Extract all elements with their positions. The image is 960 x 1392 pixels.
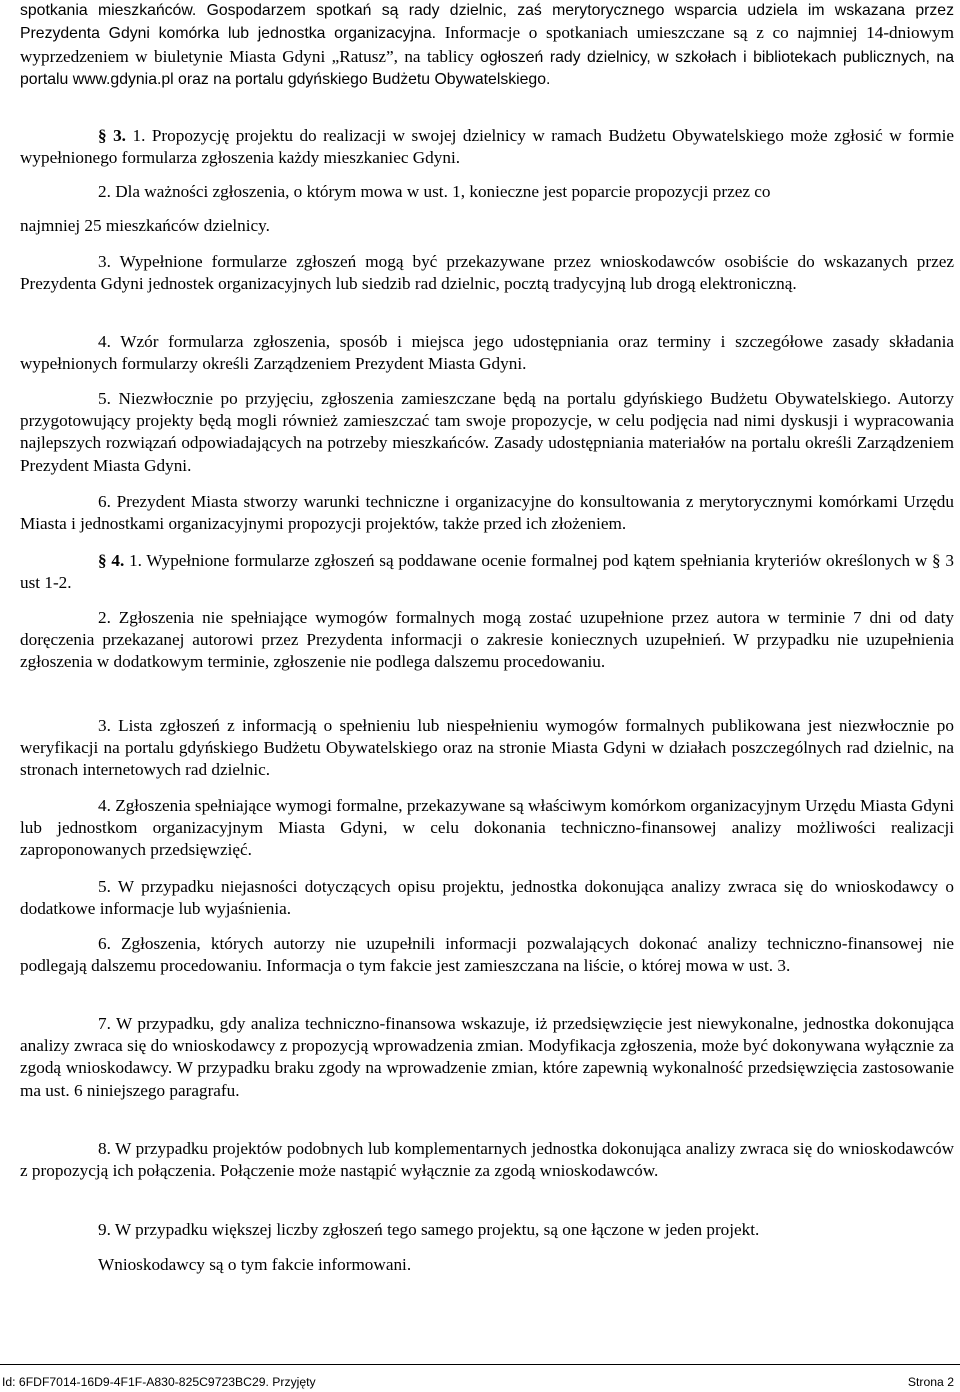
section-4-paragraph-6 xyxy=(20,933,954,977)
paragraph-text: 4. Zgłoszenia spełniające wymogi formalne, przekazywane są właściwym komórkom organizacyjnym Urzędu Miasta Gdyni lub jednostkom organizacyjnym Miasta Gdyni, w celu dokonania techniczno-finansowej analizy możliwości realizacji zaproponowanych przedsięwzięć. xyxy=(20,796,954,860)
paragraph-text: 7. W przypadku, gdy analiza techniczno-finansowa wskazuje, iż przedsięwzięcie jest niewykonalne, jednostka dokonująca analizy zwraca się do wnioskodawcy z propozycją wprowadzenia zmian. Modyfikacja zgłoszenia, może być dokonywana wyłącznie za zgodą wnioskodawcy. W przypadku braku zgody na wprowadzenie zmian, które zapewnią wykonalność przedsięwzięcia zastosowanie ma ust. 6 niniejszego paragrafu. xyxy=(20,1014,954,1100)
paragraph-text: ogłoszeń rady dzielnicy, w szkołach i bibliotekach publicznych, na portalu www.gdynia.pl oraz na portalu gdyńskiego Budżetu Obywatelskiego. xyxy=(20,48,954,89)
section-4-paragraph-4 xyxy=(20,795,954,862)
paragraph-text: 4. Wzór formularza zgłoszenia, sposób i miejsca jego udostępniania oraz terminy i szczegółowe zasady składania wypełnionych formularzy określi Zarządzeniem Prezydent Miasta Gdyni. xyxy=(20,332,954,374)
paragraph-text: 2. Dla ważności zgłoszenia, o którym mowa w ust. 1, konieczne jest poparcie propozycji przez co xyxy=(98,182,771,201)
document-id: Id: 6FDF7014-16D9-4F1F-A830-825C9723BC29. Przyjęty xyxy=(2,1375,316,1389)
paragraph-text: 5. W przypadku niejasności dotyczących opisu projektu, jednostka dokonująca analizy zwraca się do wnioskodawcy o dodatkowe informacje lub wyjaśnienia. xyxy=(20,877,954,919)
section-3-paragraph-5 xyxy=(20,388,954,477)
section-3-paragraph-2-continuation xyxy=(20,215,954,237)
page-number: Strona 2 xyxy=(907,1375,954,1389)
section-marker: § 4. xyxy=(98,551,130,570)
section-3-paragraph-6 xyxy=(20,491,954,535)
paragraph-text: 8. W przypadku projektów podobnych lub komplementarnych jednostka dokonująca analizy zwraca się do wnioskodawców z propozycją ich połączenia. Połączenie może nastąpić wyłącznie za zgodą wnioskodawców. xyxy=(20,1139,954,1181)
section-4-paragraph-5 xyxy=(20,876,954,920)
section-4-paragraph-3 xyxy=(20,715,954,782)
paragraph-text: najmniej 25 mieszkańców dzielnicy. xyxy=(20,216,270,235)
section-3-paragraph-2 xyxy=(20,181,954,203)
paragraph-text: Informacje o spotkaniach umieszczane są z co najmniej 14-dniowym wyprzedzeniem w biuletynie Miasta Gdyni „Ratusz”, na tablicy xyxy=(20,23,954,66)
section-4-paragraph-8 xyxy=(20,1138,954,1182)
section-marker: § 3. xyxy=(98,126,133,145)
paragraph-text: Wnioskodawcy są o tym fakcie informowani. xyxy=(98,1255,412,1274)
paragraph-text: 1. Propozycję projektu do realizacji w swojej dzielnicy w ramach Budżetu Obywatelskiego może xyxy=(132,126,835,145)
paragraph-text: 9. W przypadku większej liczby zgłoszeń tego samego projektu, są one łączone w jeden projekt. xyxy=(98,1220,760,1239)
section-4-paragraph-1 xyxy=(20,550,954,594)
paragraph-text: 3. Lista zgłoszeń z informacją o spełnieniu lub niespełnieniu wymogów formalnych publikowana jest niezwłocznie po weryfikacji na portalu gdyńskiego Budżetu Obywatelskiego oraz na stronie Miasta Gdyni w działach poszczególnych rad dzielnic, na stronach internetowych rad dzielnic. xyxy=(20,716,954,780)
paragraph-text: 6. Prezydent Miasta stworzy warunki techniczne i organizacyjne do konsultowania z merytorycznymi komórkami Urzędu Miasta i jednostkami organizacyjnymi propozycji projektów, także przed ich złożeniem. xyxy=(20,492,954,534)
section-3-paragraph-1 xyxy=(20,125,954,169)
paragraph-text: spotkania mieszkańców. Gospodarzem spotkań są rady dzielnic, zaś merytorycznego wsparcia udziela im wskazana przez Prezydenta Gdyni komórka lub jednostka organizacyjna. xyxy=(20,2,954,43)
paragraph-continuation xyxy=(20,0,954,92)
page-footer xyxy=(0,1364,960,1392)
paragraph-text: 5. Niezwłocznie po przyjęciu, zgłoszenia zamieszczane będą na portalu gdyńskiego Budżetu Obywatelskiego. Autorzy przygotowujący projekty będą mogli również zamieszczać tam swoje propozycje, w celu podjęcia nad nimi dyskusji i wypracowania najlepszych rozwiązań odpowiadających na potrzeby mieszkańców. Zasady udostępniania materiałów na portalu określi Zarządzeniem Prezydent Miasta Gdyni. xyxy=(20,389,954,475)
section-4-paragraph-2 xyxy=(20,607,954,674)
paragraph-text: 6. Zgłoszenia, których autorzy nie uzupełnili informacji pozwalających dokonać analizy techniczno-finansowej nie podlegają dalszemu procedowaniu. Informacja o tym fakcie jest zamieszczana na liście, o której mowa w ust. 3. xyxy=(20,934,954,976)
paragraph-text: 3. Wypełnione formularze zgłoszeń mogą być przekazywane przez wnioskodawców osobiście do wskazanych przez Prezydenta Gdyni jednostek organizacyjnych lub siedzib rad dzielnic, pocztą tradycyjną lub drogą elektroniczną. xyxy=(20,252,954,294)
section-4-paragraph-7 xyxy=(20,1013,954,1102)
paragraph-text: zgłosić w formie wypełnionego formularza zgłoszenia każdy mieszkaniec Gdyni. xyxy=(20,126,954,168)
section-3-paragraph-4 xyxy=(20,331,954,375)
section-4-paragraph-9-note xyxy=(20,1254,954,1276)
paragraph-text: 2. Zgłoszenia nie spełniające wymogów formalnych mogą zostać uzupełnione przez autora w terminie 7 dni od daty doręczenia przekazanej autorowi przez Prezydenta informacji o zakresie koniecznych uzupełnień. W przypadku nie uzupełnienia zgłoszenia w dodatkowym terminie, zgłoszenie nie podlega dalszemu procedowaniu. xyxy=(20,608,954,672)
section-4-paragraph-9 xyxy=(20,1219,954,1241)
paragraph-text: 1. Wypełnione formularze zgłoszeń są poddawane ocenie formalnej pod kątem spełniania kryteriów określonych w § 3 ust 1-2. xyxy=(20,551,955,593)
section-3-paragraph-3 xyxy=(20,251,954,295)
